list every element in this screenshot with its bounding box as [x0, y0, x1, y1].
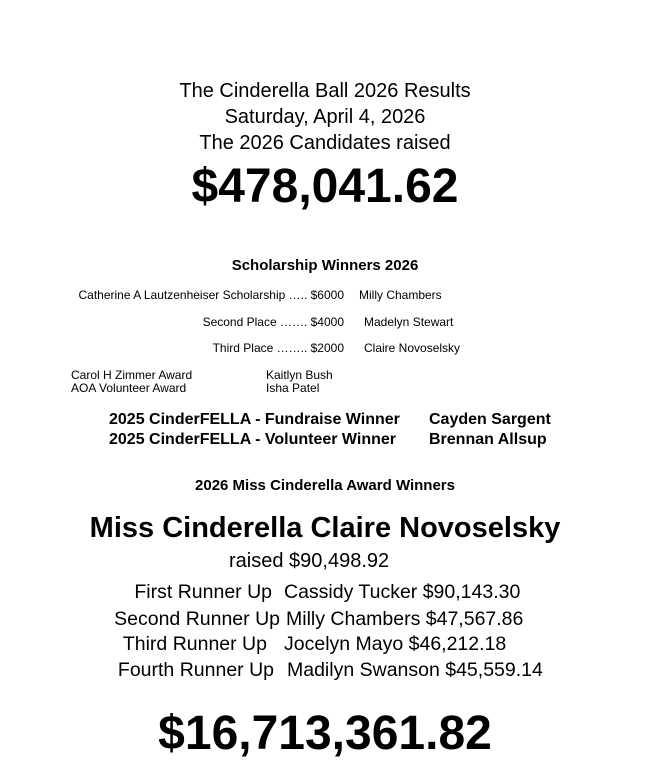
- scholarship-label-second: Second Place ……. $4000: [202, 315, 344, 329]
- scholarship-winner-first: Milly Chambers: [359, 288, 442, 302]
- runner-up-label-third: Third Runner Up: [122, 633, 267, 655]
- runner-up-label-fourth: Fourth Runner Up: [117, 659, 274, 681]
- miss-cinderella-winner: Miss Cinderella Claire Novoselsky: [89, 512, 561, 544]
- runner-up-detail-first: Cassidy Tucker $90,143.30: [284, 581, 521, 603]
- runner-up-detail-third: Jocelyn Mayo $46,212.18: [284, 633, 507, 655]
- runner-up-label-second: Second Runner Up: [114, 608, 280, 630]
- runner-up-detail-fourth: Madilyn Swanson $45,559.14: [287, 659, 543, 681]
- grand-total: $16,713,361.82: [158, 707, 492, 760]
- raised-label: The 2026 Candidates raised: [199, 132, 451, 154]
- award-label-zimmer: Carol H Zimmer Award: [71, 368, 193, 382]
- award-winner-aoa: Isha Patel: [266, 381, 320, 395]
- cinderfella-label-volunteer: 2025 CinderFELLA - Volunteer Winner: [109, 431, 397, 448]
- event-date: Saturday, April 4, 2026: [224, 106, 426, 128]
- cinderfella-winner-fundraise: Cayden Sargent: [429, 411, 551, 428]
- runner-up-label-first: First Runner Up: [134, 581, 272, 603]
- scholarship-label-third: Third Place …….. $2000: [212, 341, 344, 355]
- miss-cinderella-section-title: 2026 Miss Cinderella Award Winners: [195, 477, 455, 494]
- scholarship-label-first: Catherine A Lautzenheiser Scholarship ….. $6000: [78, 288, 344, 302]
- page-title: The Cinderella Ball 2026 Results: [179, 80, 471, 102]
- award-winner-zimmer: Kaitlyn Bush: [266, 368, 333, 382]
- scholarship-section-title: Scholarship Winners 2026: [231, 257, 419, 274]
- award-label-aoa: AOA Volunteer Award: [71, 381, 187, 395]
- cinderfella-winner-volunteer: Brennan Allsup: [429, 431, 547, 448]
- cinderfella-label-fundraise: 2025 CinderFELLA - Fundraise Winner: [109, 411, 400, 428]
- runner-up-detail-second: Milly Chambers $47,567.86: [286, 608, 524, 630]
- total-raised: $478,041.62: [191, 160, 459, 213]
- scholarship-winner-second: Madelyn Stewart: [364, 315, 454, 329]
- scholarship-winner-third: Claire Novoselsky: [364, 341, 461, 355]
- miss-cinderella-raised: raised $90,498.92: [229, 550, 390, 572]
